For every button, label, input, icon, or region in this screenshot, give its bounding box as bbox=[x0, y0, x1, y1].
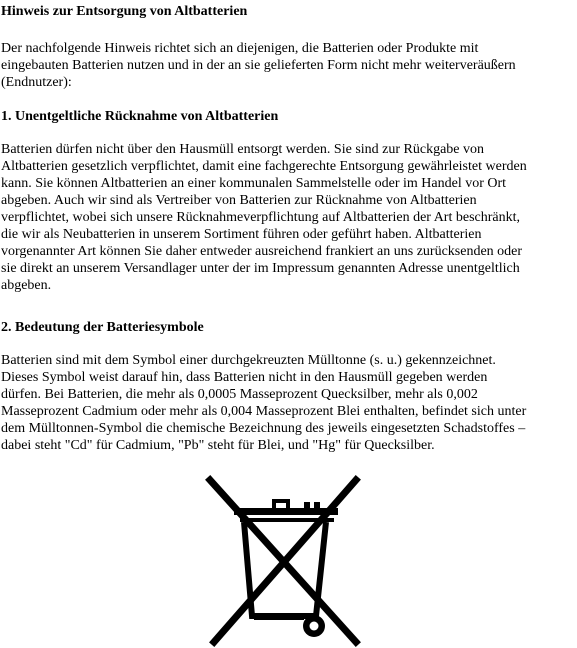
section1-heading: 1. Unentgeltliche Rücknahme von Altbatterien bbox=[1, 109, 279, 124]
section2-line: Masseprozent Cadmium oder mehr als 0,004 Masseprozent Blei enthalten, befindet sich unter bbox=[1, 404, 527, 419]
intro-line: (Endnutzer): bbox=[1, 75, 72, 90]
crossed-out-wheelie-bin-icon bbox=[196, 474, 374, 648]
page-title: Hinweis zur Entsorgung von Altbatterien bbox=[1, 4, 248, 19]
section1-line: Altbatterien gesetzlich verpflichtet, damit eine fachgerechte Entsorgung gewährleistet werden bbox=[1, 159, 527, 174]
section1-line: abgeben. Auch wir sind als Vertreiber von Batterien zur Rücknahme von Altbatterien bbox=[1, 193, 477, 208]
section1-line: die wir als Neubatterien in unserem Sortiment führen oder geführt haben. Altbatterien bbox=[1, 227, 482, 242]
intro-paragraph bbox=[1, 40, 516, 91]
section2-line: dem Mülltonnen-Symbol die chemische Bezeichnung des jeweils eingesetzten Schadstoffes – bbox=[1, 421, 526, 436]
section1-line: kann. Sie können Altbatterien an einer kommunalen Sammelstelle oder im Handel vor Ort bbox=[1, 176, 507, 191]
section1-line: Batterien dürfen nicht über den Hausmüll entsorgt werden. Sie sind zur Rückgabe von bbox=[1, 142, 485, 157]
section2-line: dürfen. Bei Batterien, die mehr als 0,0005 Masseprozent Quecksilber, mehr als 0,002 bbox=[1, 387, 478, 402]
section1-line: vorgenannter Art können Sie daher entweder ausreichend frankiert an uns zurücksenden oder bbox=[1, 244, 523, 259]
intro-line: eingebauten Batterien nutzen und in der an sie gelieferten Form nicht mehr weiterveräußern bbox=[1, 58, 516, 73]
intro-line: Der nachfolgende Hinweis richtet sich an diejenigen, die Batterien oder Produkte mit bbox=[1, 41, 479, 56]
section2-line: Dieses Symbol weist darauf hin, dass Batterien nicht in den Hausmüll gegeben werden bbox=[1, 370, 488, 385]
section1-line: abgeben. bbox=[1, 278, 52, 293]
section2-paragraph bbox=[1, 352, 526, 454]
section2-heading: 2. Bedeutung der Batteriesymbole bbox=[1, 320, 204, 335]
section2-line: Batterien sind mit dem Symbol einer durchgekreuzten Mülltonne (s. u.) gekennzeichnet. bbox=[1, 353, 496, 368]
section2-line: dabei steht "Cd" für Cadmium, "Pb" steht für Blei, und "Hg" für Quecksilber. bbox=[1, 438, 435, 453]
section1-line: verpflichtet, wobei sich unsere Rücknahmeverpflichtung auf Altbatterien der Art beschränkt, bbox=[1, 210, 520, 225]
section1-paragraph bbox=[1, 141, 527, 294]
section1-line: sie direkt an unserem Versandlager unter der im Impressum genannten Adresse unentgeltlich bbox=[1, 261, 520, 276]
